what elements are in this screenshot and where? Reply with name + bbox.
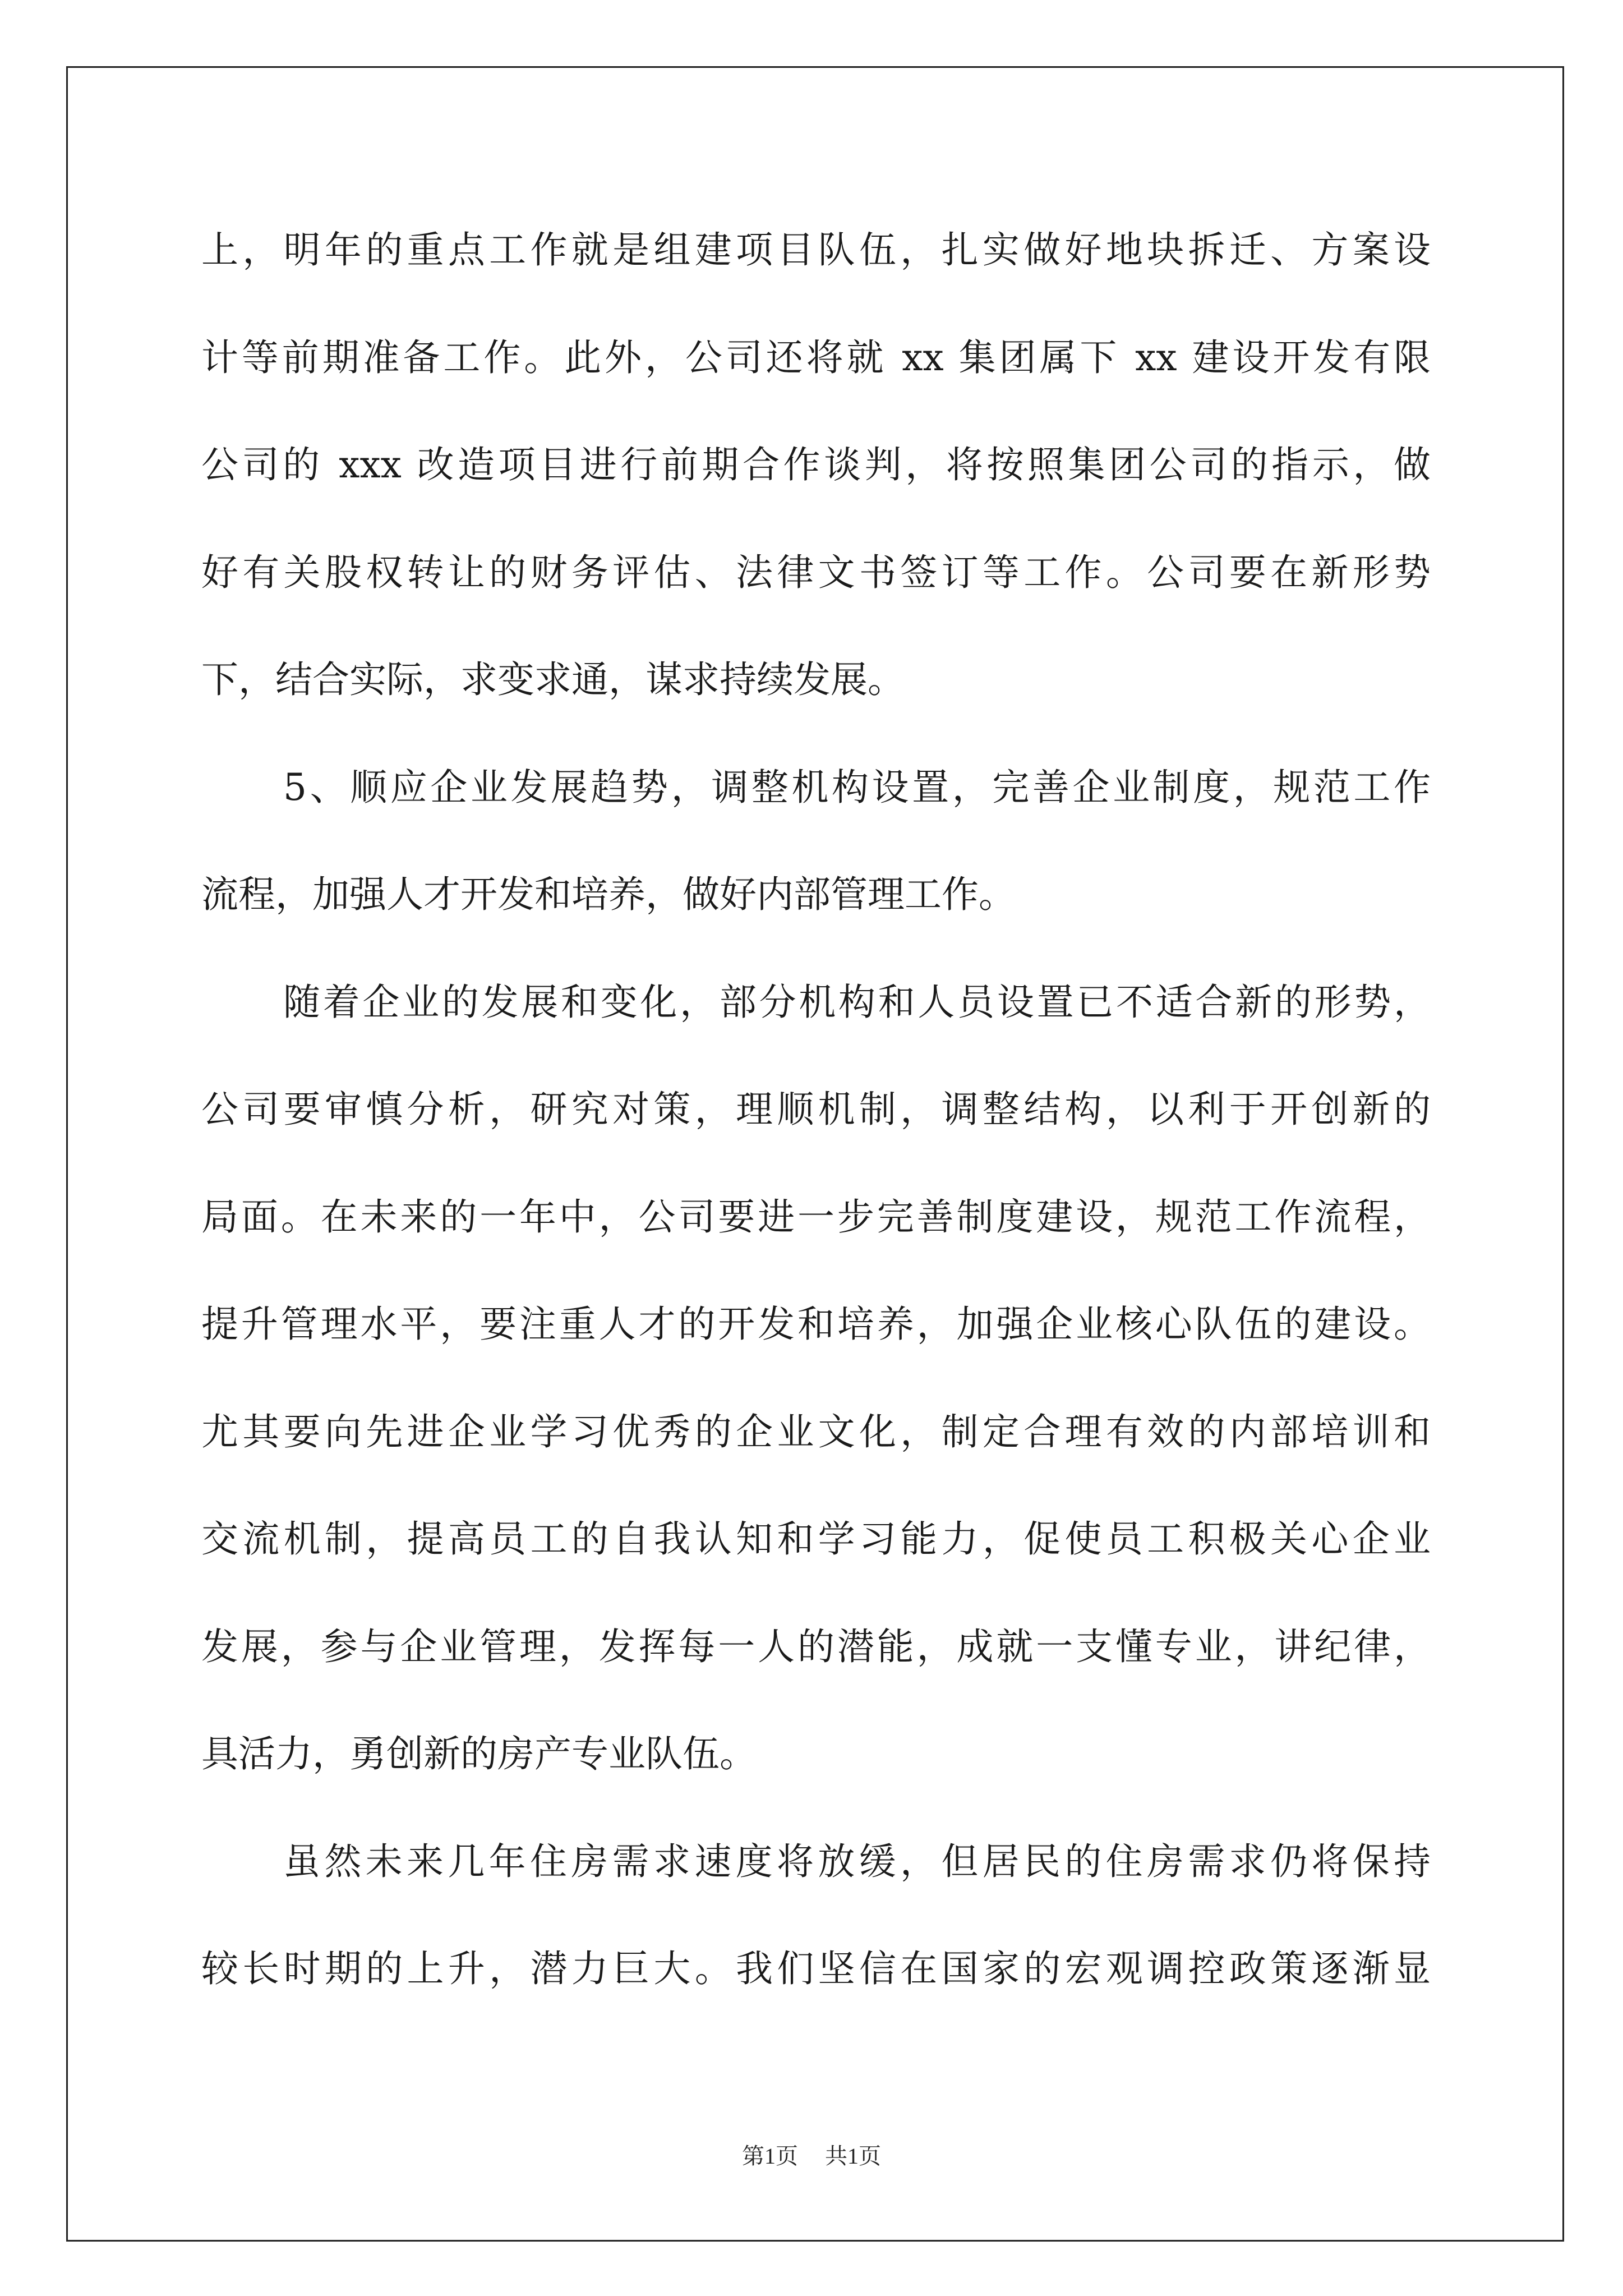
body-line: 具活力，勇创新的房产专业队伍。 (201, 1732, 757, 1775)
body-line: 发展，参与企业管理，发挥每一人的潜能，成就一支懂专业，讲纪律， (201, 1625, 1431, 1668)
body-line: 下，结合实际，求变求通，谋求持续发展。 (201, 658, 905, 701)
body-line: 流程，加强人才开发和培养，做好内部管理工作。 (201, 873, 1016, 916)
body-line: 较长时期的上升，潜力巨大。我们坚信在国家的宏观调控政策逐渐显 (201, 1947, 1431, 1990)
body-line: 局面。在未来的一年中，公司要进一步完善制度建设，规范工作流程， (201, 1195, 1431, 1239)
body-line: 提升管理水平，要注重人才的开发和培养，加强企业核心队伍的建设。 (201, 1303, 1431, 1346)
page-number: 第1页 (742, 2143, 798, 2169)
body-line: 虽然未来几年住房需求速度将放缓，但居民的住房需求仍将保持 (283, 1839, 1431, 1883)
body-line: 随着企业的发展和变化，部分机构和人员设置已不适合新的形势， (283, 980, 1431, 1024)
body-line: 好有关股权转让的财务评估、法律文书签订等工作。公司要在新形势 (201, 550, 1431, 594)
page-total: 共1页 (825, 2143, 881, 2169)
body-line: 公司要审慎分析，研究对策，理顺机制，调整结构，以利于开创新的 (201, 1088, 1431, 1131)
page-footer (0, 2142, 1623, 2171)
body-line: 尤其要向先进企业学习优秀的企业文化，制定合理有效的内部培训和 (201, 1410, 1431, 1453)
body-line: 上，明年的重点工作就是组建项目队伍，扎实做好地块拆迁、方案设 (201, 228, 1431, 272)
body-line: 公司的 xxx 改造项目进行前期合作谈判，将按照集团公司的指示，做 (201, 443, 1431, 486)
body-line: 5、顺应企业发展趋势，调整机构设置，完善企业制度，规范工作 (283, 765, 1431, 809)
body-line: 交流机制，提高员工的自我认知和学习能力，促使员工积极关心企业 (201, 1517, 1431, 1561)
document-body (201, 196, 1431, 2023)
body-line: 计等前期准备工作。此外，公司还将就 xx 集团属下 xx 建设开发有限 (201, 335, 1431, 379)
